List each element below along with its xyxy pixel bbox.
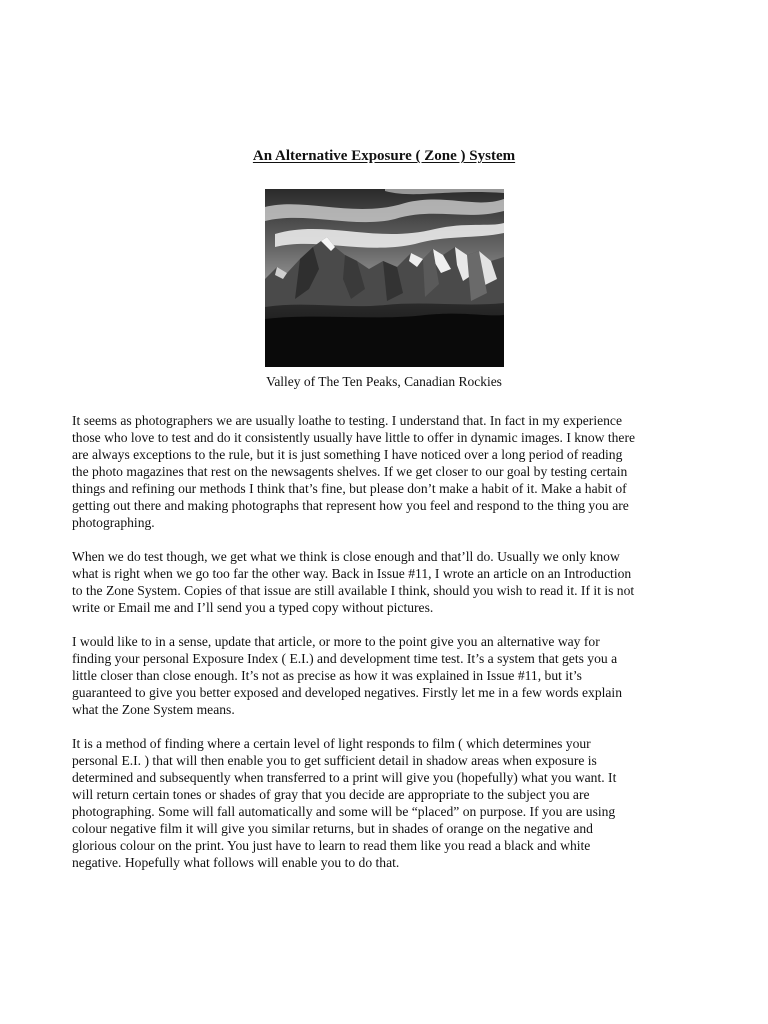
paragraph-line: It seems as photographers we are usually loathe to testing. I understand that. In fact in my experience bbox=[72, 413, 622, 428]
paragraph-line: glorious colour on the print. You just have to learn to read them like you read a black and white bbox=[72, 838, 591, 853]
paragraph-line: When we do test though, we get what we think is close enough and that’ll do. Usually we only know bbox=[72, 549, 620, 564]
paragraph-line: It is a method of finding where a certain level of light responds to film ( which determines your bbox=[72, 736, 591, 751]
article-body bbox=[72, 412, 712, 888]
paragraph-line: guaranteed to give you better exposed and developed negatives. Firstly let me in a few words explain bbox=[72, 685, 623, 700]
paragraph-line: finding your personal Exposure Index ( E.I.) and development time test. It’s a system that gets you a bbox=[72, 651, 618, 666]
paragraph-line: will return certain tones or shades of gray that you decide are appropriate to the subject you are bbox=[72, 787, 590, 802]
body-paragraph bbox=[72, 548, 712, 616]
body-paragraph bbox=[72, 633, 712, 718]
image-caption: Valley of The Ten Peaks, Canadian Rockies bbox=[266, 374, 502, 389]
body-paragraph bbox=[72, 412, 712, 531]
paragraph-line: negative. Hopefully what follows will enable you to do that. bbox=[72, 855, 400, 870]
paragraph-line: getting out there and making photographs that represent how you feel and respond to the thing you are bbox=[72, 498, 629, 513]
paragraph-line: those who love to test and do it consistently usually have little to offer in dynamic images. I know there bbox=[72, 430, 636, 445]
paragraph-line: I would like to in a sense, update that article, or more to the point give you an alternative way for bbox=[72, 634, 600, 649]
body-paragraph bbox=[72, 735, 712, 871]
paragraph-line: photographing. Some will fall automatically and some will be “placed” on purpose. If you are using bbox=[72, 804, 616, 819]
paragraph-line: the photo magazines that rest on the newsagents shelves. If we get closer to our goal by testing certain bbox=[72, 464, 628, 479]
paragraph-line: photographing. bbox=[72, 515, 155, 530]
paragraph-line: little closer than close enough. It’s not as precise as how it was explained in Issue #11, but it’s bbox=[72, 668, 582, 683]
paragraph-line: what the Zone System means. bbox=[72, 702, 235, 717]
paragraph-line: to the Zone System. Copies of that issue are still available I think, should you wish to read it. If it is not bbox=[72, 583, 635, 598]
paragraph-line: things and refining our methods I think that’s fine, but please don’t make a habit of it. Make a habit of bbox=[72, 481, 627, 496]
paragraph-line: what is right when we go too far the other way. Back in Issue #11, I wrote an article on an Introduction bbox=[72, 566, 632, 581]
paragraph-line: determined and subsequently when transferred to a print will give you (hopefully) what you want. It bbox=[72, 770, 617, 785]
paragraph-line: colour negative film it will give you similar returns, but in shades of orange on the negative and bbox=[72, 821, 593, 836]
document-title: An Alternative Exposure ( Zone ) System bbox=[252, 148, 516, 164]
mountain-photo bbox=[265, 189, 504, 367]
paragraph-line: personal E.I. ) that will then enable you to get sufficient detail in shadow areas when exposure is bbox=[72, 753, 597, 768]
paragraph-line: write or Email me and I’ll send you a typed copy without pictures. bbox=[72, 600, 434, 615]
paragraph-line: are always exceptions to the rule, but it is just something I have noticed over a long period of reading bbox=[72, 447, 623, 462]
